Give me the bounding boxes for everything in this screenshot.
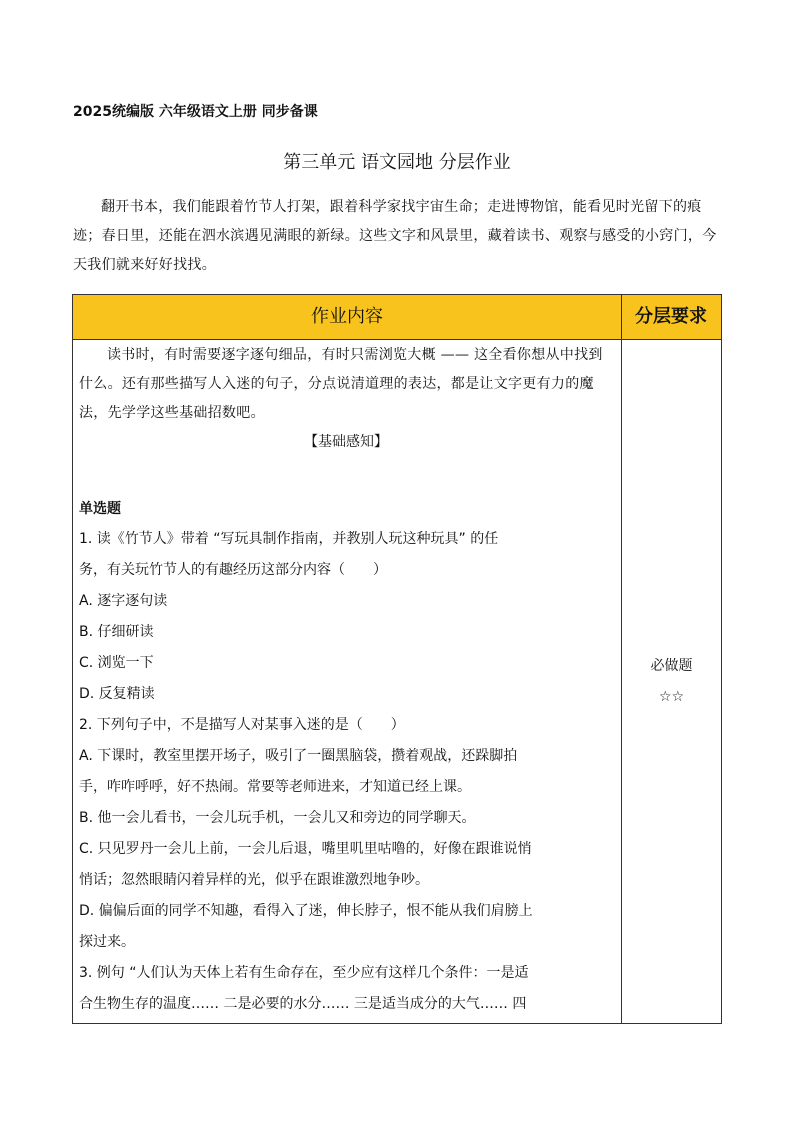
option-line: D. 反复精读 (79, 686, 155, 702)
page-title: 第三单元 语文园地 分层作业 (283, 152, 511, 173)
question-line: 3. 例句 “人们认为天体上若有生命存在，至少应有这样几个条件：一是适 (79, 965, 529, 981)
requirement-cell (622, 651, 721, 713)
question-type: 单选题 (79, 501, 121, 517)
content-intro: 读书时，有时需要逐字逐句细品，有时只需浏览大概 —— 这全看你想从中找到什么。还有那些描写人入迷的句子，分点说清道理的表达，都是让文字更有力的魔法，先学学这些基础招数吧。 (79, 347, 603, 421)
option-line: A. 下课时，教室里摆开场子，吸引了一圈黑脑袋，攒着观战，还跺脚拍 (79, 748, 518, 764)
header-series-title: 2025统编版 六年级语文上册 同步备课 (73, 104, 318, 120)
section-title: 【基础感知】 (304, 434, 388, 450)
homework-table (72, 294, 722, 1024)
option-line: 悄话；忽然眼睛闪着异样的光，似乎在跟谁激烈地争吵。 (79, 872, 429, 888)
question-line: 合生物生存的温度…… 二是必要的水分…… 三是适当成分的大气…… 四 (79, 996, 527, 1012)
requirement-label: 必做题 (650, 658, 693, 674)
question-line: 务，有关玩竹节人的有趣经历这部分内容（ ） (79, 562, 387, 578)
star-rating: ☆☆ (658, 689, 685, 705)
question-line: 2. 下列句子中，不是描写人对某事入迷的是（ ） (79, 717, 405, 733)
option-line: B. 他一会儿看书，一会儿玩手机，一会儿又和旁边的同学聊天。 (79, 810, 476, 826)
option-line: C. 只见罗丹一会儿上前，一会儿后退，嘴里叽里咕噜的，好像在跟谁说悄 (79, 841, 532, 857)
option-line: C. 浏览一下 (79, 655, 154, 671)
header-cell-requirement: 分层要求 (635, 306, 707, 327)
option-line: 手，咋咋呼呼，好不热闹。常要等老师进来，才知道已经上课。 (79, 779, 471, 795)
table-header-row (73, 295, 721, 340)
header-cell-content: 作业内容 (311, 306, 383, 327)
option-line: D. 偏偏后面的同学不知趣，看得入了迷，伸长脖子，恨不能从我们肩膀上 (79, 903, 533, 919)
option-line: 探过来。 (79, 934, 135, 950)
option-line: B. 仔细研读 (79, 624, 154, 640)
intro-paragraph (73, 193, 721, 280)
intro-text: 翻开书本，我们能跟着竹节人打架，跟着科学家找宇宙生命；走进博物馆，能看见时光留下的痕迹；春日里，还能在泗水滨遇见满眼的新绿。这些文字和风景里，藏着读书、观察与感受的小窍门，今天我们就来好好找找。 (73, 199, 717, 273)
question-line: 1. 读《竹节人》带着 “写玩具制作指南，并教别人玩这种玩具” 的任 (79, 531, 499, 547)
option-line: A. 逐字逐句读 (79, 593, 168, 609)
content-cell (79, 341, 613, 1020)
